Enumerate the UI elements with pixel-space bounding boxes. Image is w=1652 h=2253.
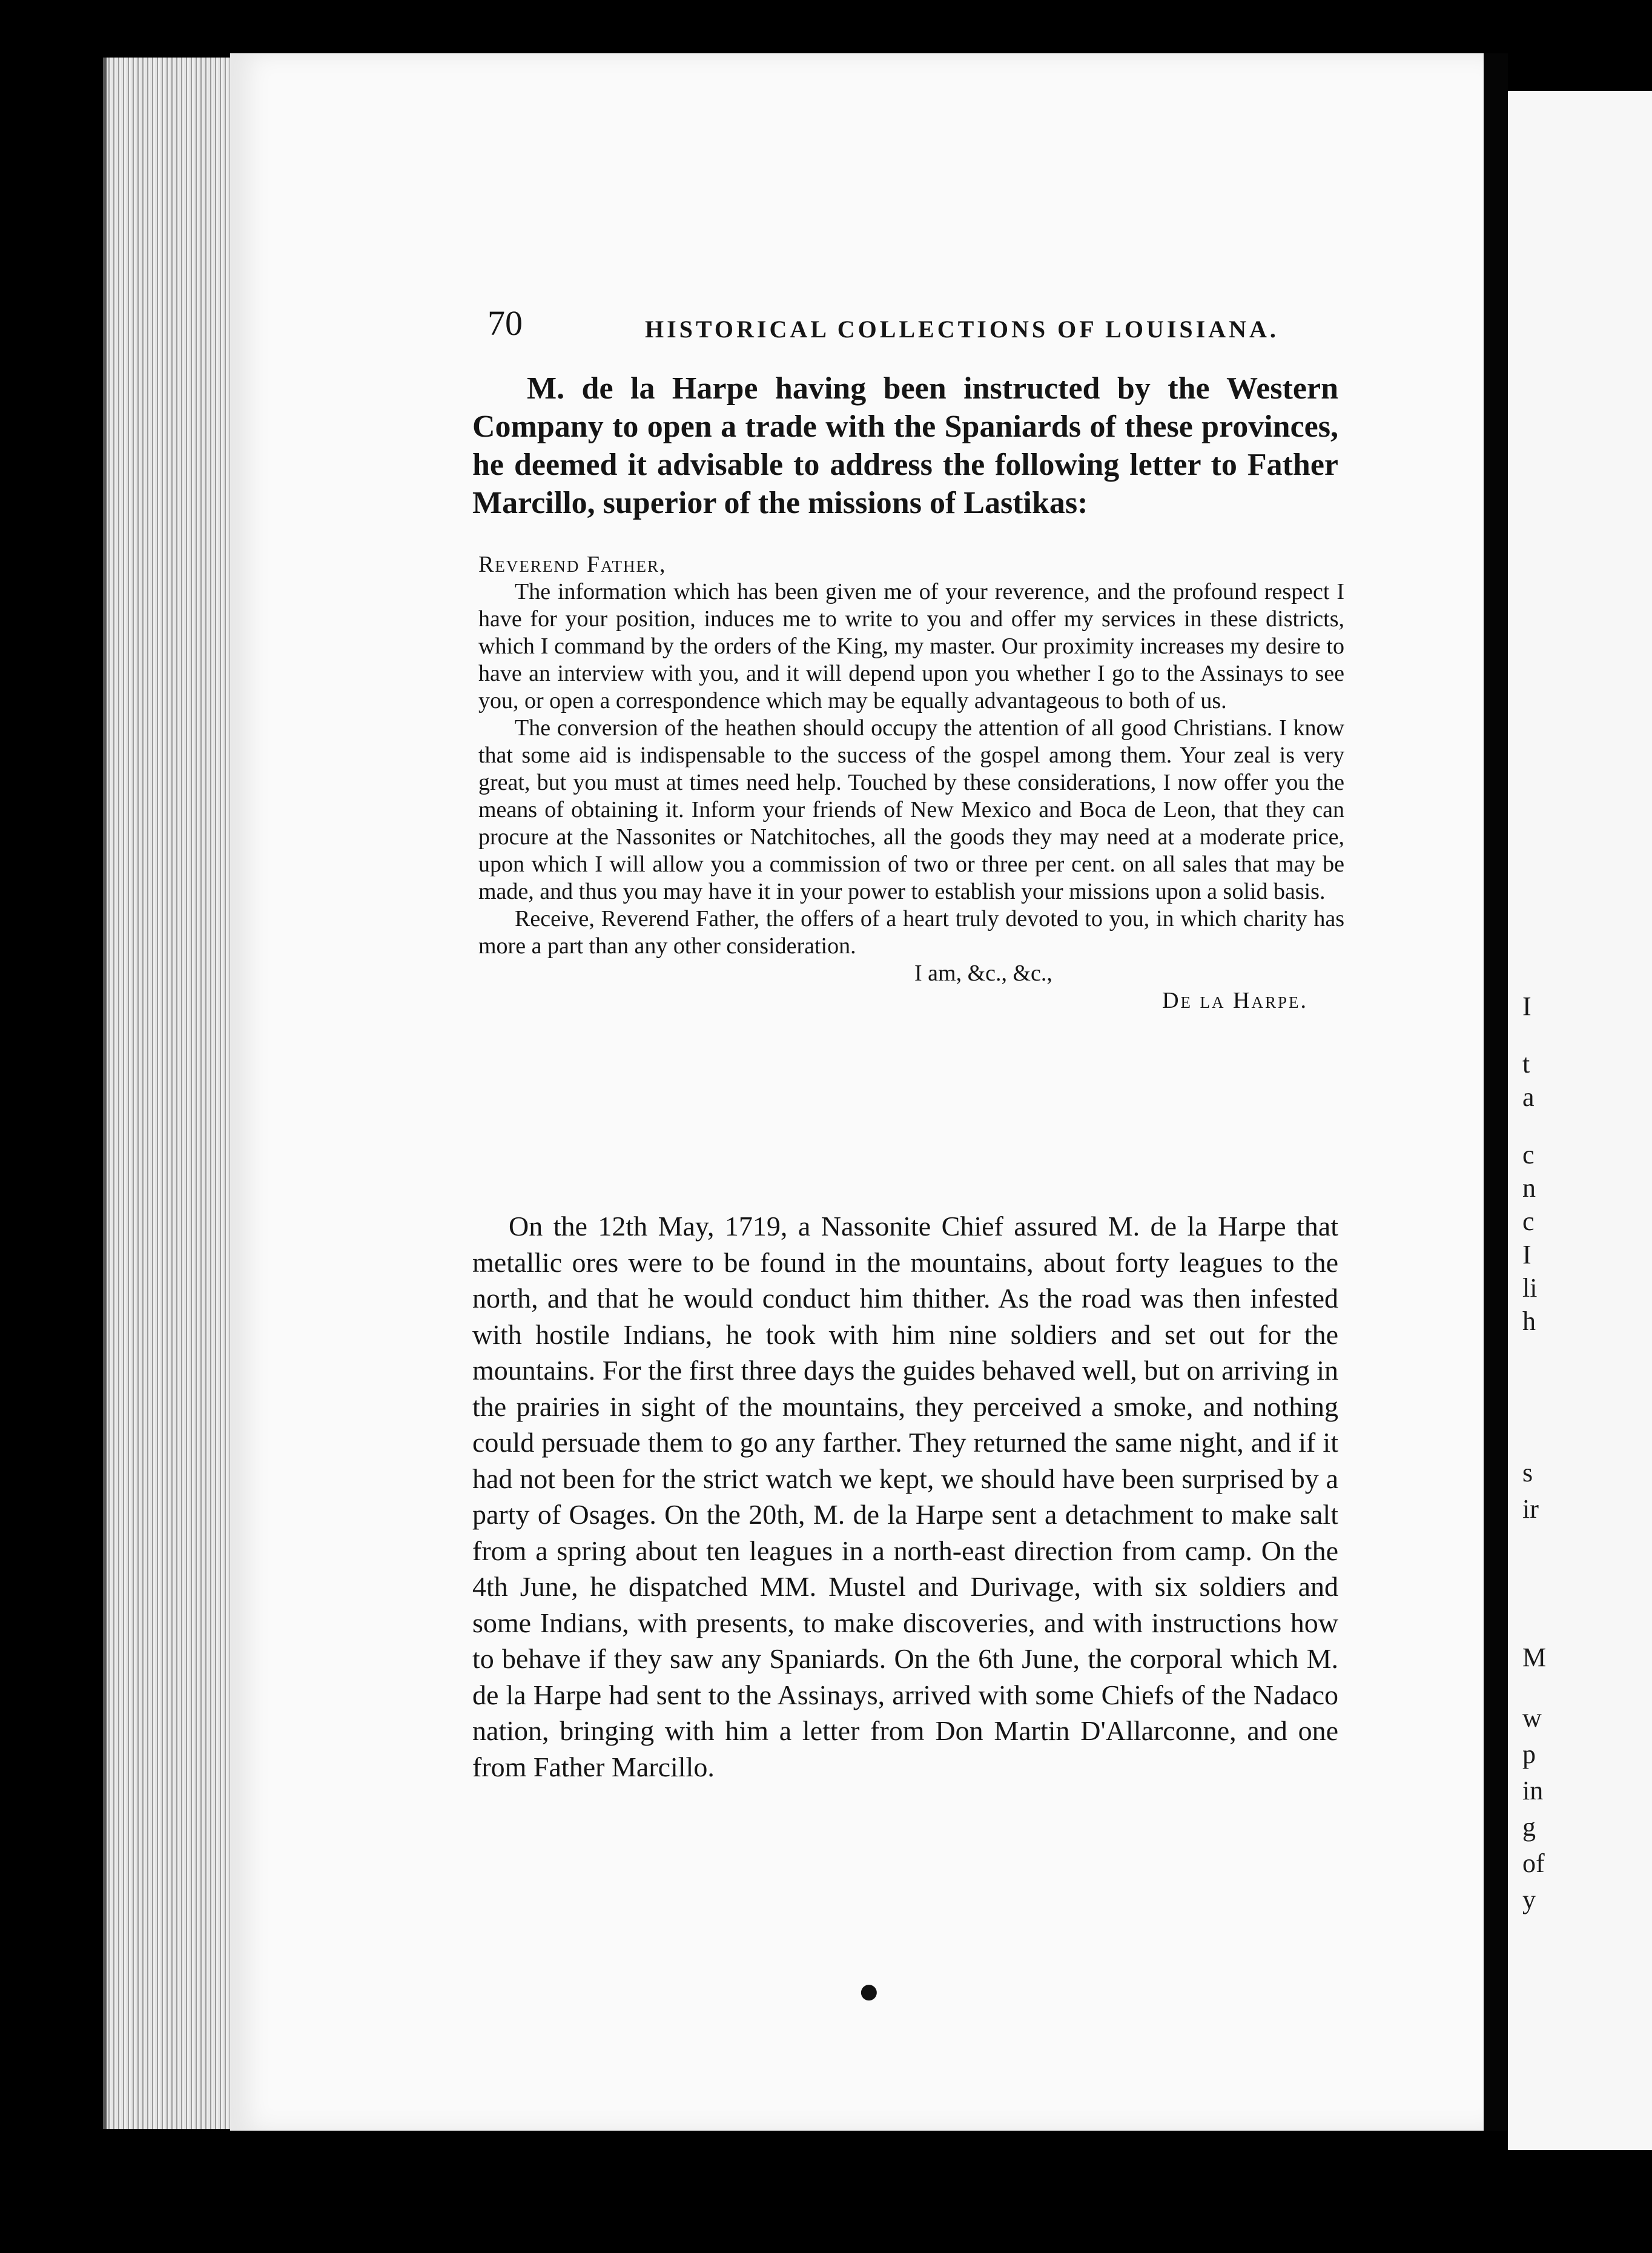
facing-fragment: I — [1522, 1240, 1531, 1269]
facing-fragment: s — [1522, 1458, 1533, 1487]
facing-fragment: n — [1522, 1173, 1536, 1203]
page-number: 70 — [487, 303, 523, 343]
letter-salutation: Reverend Father, — [478, 552, 667, 577]
facing-fragment: g — [1522, 1812, 1536, 1842]
facing-fragment: c — [1522, 1140, 1535, 1170]
intro-paragraph: M. de la Harpe having been instructed by the Western Company to open a trade with the Spaniards of these provinces, he deemed it advisable to address the following letter to Father Marcillo, superior of the missions of Lastikas: — [472, 371, 1338, 520]
facing-fragment: li — [1522, 1273, 1538, 1303]
facing-fragment: ir — [1522, 1494, 1539, 1524]
facing-fragment: a — [1522, 1082, 1535, 1112]
letter-closing: I am, &c., &c., — [914, 961, 1052, 986]
facing-page — [1508, 91, 1652, 2150]
facing-fragment: y — [1522, 1885, 1536, 1914]
book-page-edges — [103, 58, 246, 2129]
facing-fragment: c — [1522, 1206, 1535, 1236]
book-gutter — [1484, 53, 1508, 2131]
facing-fragment: h — [1522, 1306, 1536, 1336]
letter-paragraph: The conversion of the heathen should occupy the attention of all good Christians. I know that some aid is indispensable to the success of the gospel among them. Your zeal is very great, but you must at times need help. Touched by these considerations, I now offer you the means of obtaining it. Inform your friends of New Mexico and Boca de Leon, that they can procure at the Nassonites or Natchitoches, all the goods they may need at a moderate price, upon which I will allow you a commission of two or three per cent. on all sales that may be made, and thus you may have it in your power to establish your missions upon a solid basis. — [478, 715, 1344, 904]
running-head — [487, 303, 1408, 357]
letter-paragraph: Receive, Reverend Father, the offers of a heart truly devoted to you, in which charity has more a part than any other consideration. — [478, 906, 1344, 959]
facing-fragment: I — [1522, 991, 1531, 1021]
facing-fragment: of — [1522, 1848, 1545, 1878]
facing-fragment: M — [1522, 1643, 1547, 1672]
facing-fragment: t — [1522, 1049, 1530, 1079]
book-page — [230, 53, 1484, 2131]
narrative-paragraph: On the 12th May, 1719, a Nassonite Chief assured M. de la Harpe that metallic ores were to be found in the mountains, about forty leagues to the north, and that he would conduct him thither. As the road was then infested with hostile Indians, he took with him nine soldiers and set out for the mountains. For the first three days the guides behaved well, but on arriving in the prairies in sight of the mountains, they perceived a smoke, and nothing could persuade them to go any farther. They returned the same night, and if it had not been for the strict watch we kept, we should have been surprised by a party of Osages. On the 20th, M. de la Harpe sent a detachment to make salt from a spring about ten leagues in a north-east direction from camp. On the 4th June, he dispatched MM. Mustel and Durivage, with six soldiers and some Indians, with presents, to make discoveries, and with instructions how to behave if they saw any Spaniards. On the 6th June, the corporal which M. de la Harpe had sent to the Assinays, arrived with some Chiefs of the Nadaco nation, bringing with him a letter from Don Martin D'Allarconne, and one from Father Marcillo. — [472, 1211, 1338, 1782]
facing-fragment: p — [1522, 1739, 1536, 1769]
letter-paragraph: The information which has been given me of your reverence, and the profound respect I have for your position, induces me to write to you and offer my services in these districts, which I command by the orders of the King, my master. Our proximity increases my desire to have an interview with you, and it will depend upon you whether I go to the Assinays to see you, or open a correspondence which may be equally advantageous to both of us. — [478, 579, 1344, 713]
running-title: HISTORICAL COLLECTIONS OF LOUISIANA. — [645, 316, 1279, 343]
facing-fragment: w — [1522, 1703, 1542, 1733]
letter-signature: De la Harpe. — [1162, 988, 1308, 1013]
letter-block — [478, 551, 1344, 1014]
ornament-dot-icon: ● — [860, 1979, 878, 2003]
facing-fragment: in — [1522, 1776, 1544, 1805]
